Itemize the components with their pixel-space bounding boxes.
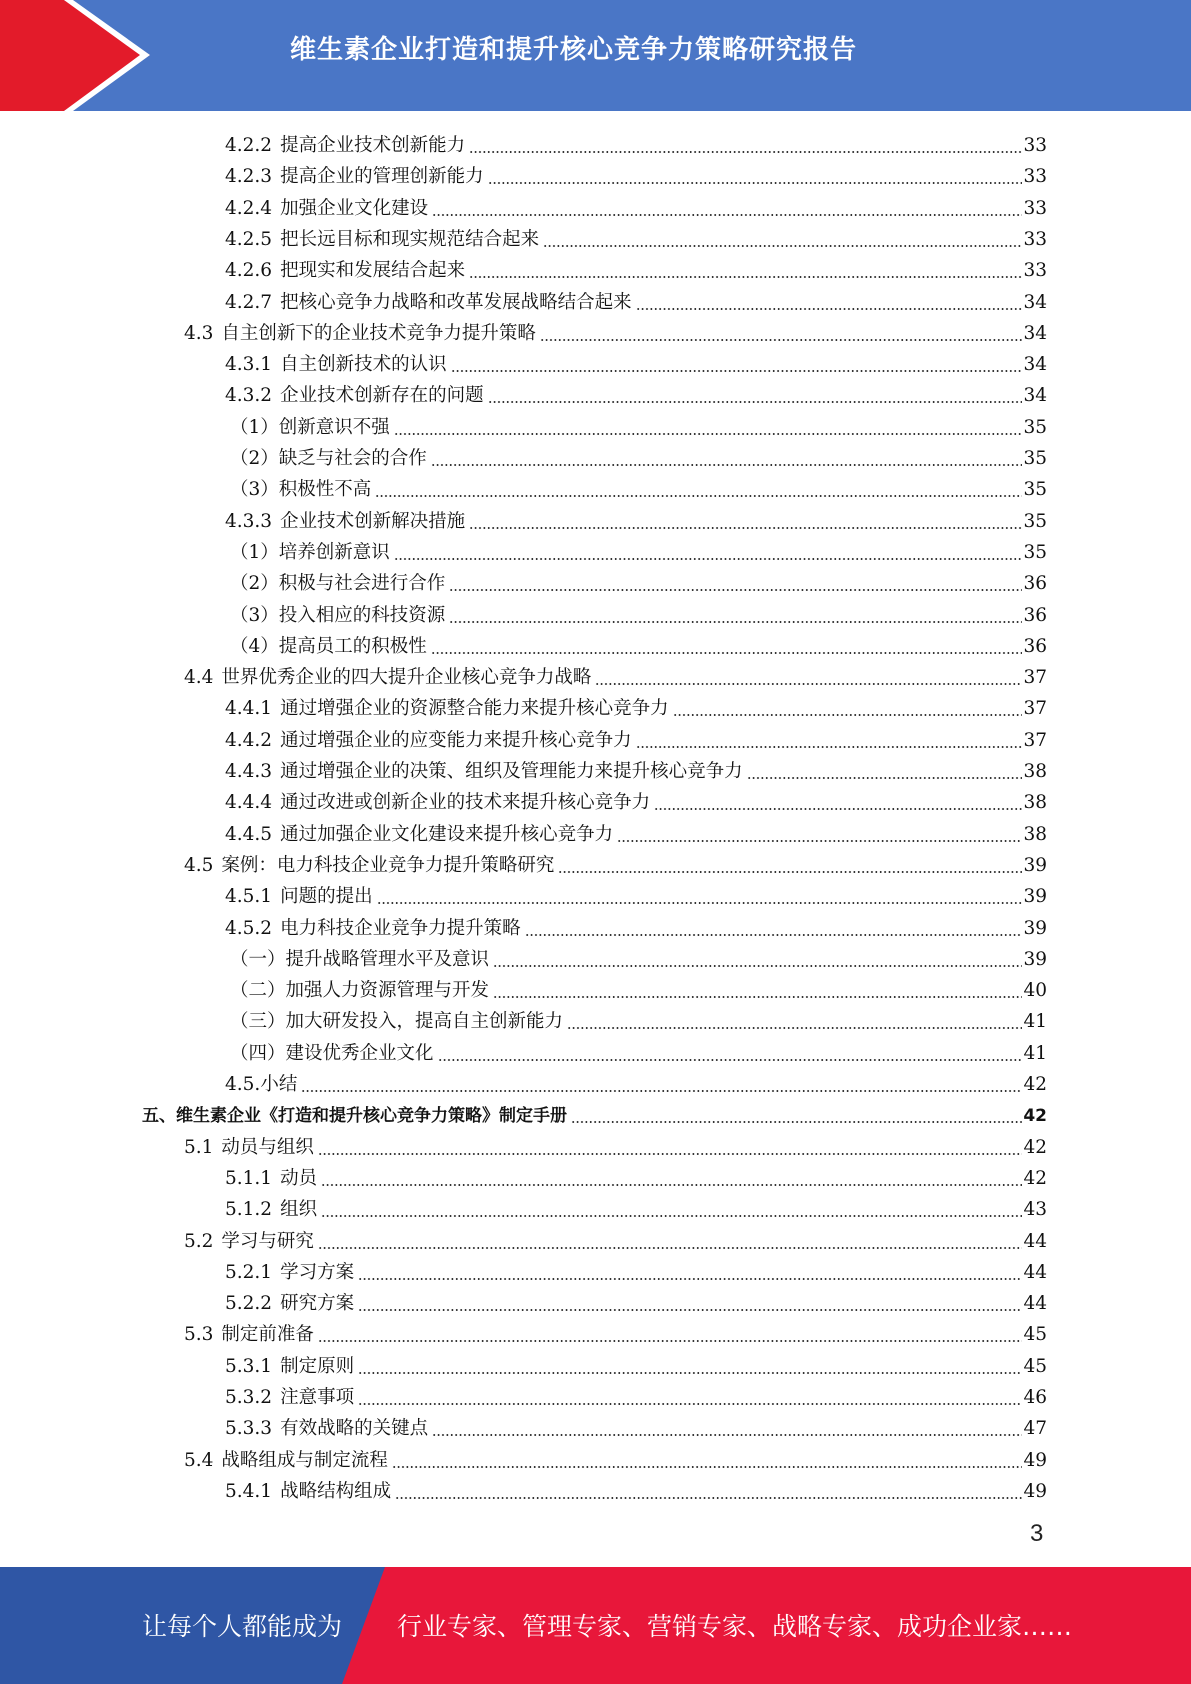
toc-entry[interactable] (225, 158, 1047, 189)
toc-entry[interactable] (225, 816, 1047, 847)
dot-leader (654, 808, 1022, 810)
toc-entry[interactable] (230, 1003, 1047, 1034)
toc-entry-title: 制定原则 (280, 1355, 355, 1377)
toc-entry-page: 42 (1023, 1167, 1047, 1189)
toc-entry-page: 45 (1023, 1324, 1047, 1346)
toc-entry-title: 把核心竞争力战略和改革发展战略结合起来 (280, 291, 632, 313)
dot-leader (488, 182, 1023, 184)
toc-entry[interactable] (225, 190, 1047, 221)
toc-entry-title: 把长远目标和现实规范结合起来 (280, 228, 540, 250)
dot-leader (636, 746, 1023, 748)
toc-entry-number: 5.3 (184, 1324, 214, 1346)
dot-leader (567, 1027, 1022, 1029)
toc-entry-number: （二） (230, 980, 286, 1002)
toc-entry-page: 42 (1023, 1106, 1047, 1127)
toc-entry[interactable] (230, 440, 1047, 471)
dot-leader (394, 558, 1023, 560)
dot-leader (358, 1278, 1022, 1280)
toc-entry-title: 维生素企业《打造和提升核心竞争力策略》制定手册 (176, 1106, 567, 1127)
toc-entry-page: 35 (1023, 479, 1047, 501)
toc-entry-title: 组织 (280, 1199, 318, 1221)
toc-entry-title: 提高企业技术创新能力 (280, 135, 466, 156)
toc-entry-page: 35 (1023, 448, 1047, 469)
toc-entry-page: 37 (1023, 667, 1047, 689)
toc-entry-title: 有效战略的关键点 (280, 1418, 429, 1440)
toc-entry-number: 4.3.3 (225, 510, 273, 532)
dot-leader (375, 495, 1022, 497)
dot-leader (543, 245, 1022, 247)
toc-entry[interactable] (225, 690, 1047, 721)
toc-entry-number: 4.3 (184, 322, 214, 344)
toc-entry-title: 积极与社会进行合作 (278, 573, 446, 595)
toc-entry[interactable] (184, 1223, 1047, 1254)
toc-entry-page: 39 (1023, 917, 1047, 939)
toc-entry-title: 建设优秀企业文化 (285, 1042, 434, 1064)
toc-entry-title: 通过改进或创新企业的技术来提升核心竞争力 (280, 792, 651, 814)
toc-entry-title: 自主创新下的企业技术竞争力提升策略 (221, 322, 536, 344)
footer-slogan-left: 让每个人都能成为 (142, 1612, 343, 1641)
toc-entry-page: 42 (1023, 1136, 1047, 1158)
toc-entry[interactable] (225, 910, 1047, 941)
toc-entry[interactable] (225, 1254, 1047, 1285)
toc-entry[interactable] (184, 1442, 1047, 1473)
dot-leader (558, 871, 1022, 873)
toc-entry-title: 通过增强企业的应变能力来提升核心竞争力 (280, 729, 632, 751)
dot-leader (358, 1403, 1022, 1405)
toc-entry[interactable] (225, 503, 1047, 534)
toc-entry-page: 33 (1023, 166, 1047, 188)
dot-leader (617, 840, 1022, 842)
dot-leader (525, 934, 1023, 936)
toc-entry[interactable] (225, 252, 1047, 283)
toc-entry-page: 34 (1023, 291, 1047, 313)
toc-entry[interactable] (184, 847, 1047, 878)
toc-entry-number: 4.3.2 (225, 385, 273, 407)
toc-entry-number: 5.1.2 (225, 1199, 273, 1221)
toc-entry-title: 投入相应的科技资源 (278, 604, 446, 626)
toc-entry-number: 4.5.2 (225, 917, 273, 939)
toc-entry[interactable] (225, 377, 1047, 408)
toc-entry-page: 49 (1023, 1449, 1047, 1471)
toc-entry-page: 34 (1023, 322, 1047, 344)
toc-entry[interactable] (230, 565, 1047, 596)
toc-entry-title: 动员与组织 (221, 1136, 314, 1158)
dot-leader (431, 464, 1023, 466)
toc-entry[interactable] (225, 1348, 1047, 1379)
toc-entry-number: 5.2.2 (225, 1293, 273, 1315)
page-number: 3 (1030, 1520, 1044, 1547)
toc-entry-page: 36 (1023, 573, 1047, 595)
toc-entry-number: 4.2.4 (225, 197, 273, 219)
dot-leader (747, 777, 1023, 779)
toc-entry-number: 4.2.5 (225, 228, 273, 250)
toc-entry[interactable] (225, 1285, 1047, 1316)
toc-entry-page: 38 (1023, 761, 1047, 782)
toc-entry-title: 通过增强企业的资源整合能力来提升核心竞争力 (280, 698, 669, 720)
toc-entry-number: 5.4.1 (225, 1480, 273, 1502)
toc-entry-number: 4.4 (184, 667, 214, 689)
toc-entry[interactable] (225, 784, 1047, 815)
toc-entry-title: 案例：电力科技企业竞争力提升策略研究 (221, 854, 555, 876)
dot-leader (673, 714, 1023, 716)
dot-leader (432, 214, 1022, 216)
toc-entry-number: （3） (230, 604, 279, 626)
toc-entry-page: 42 (1023, 1074, 1047, 1095)
toc-entry-number: 4.5. (225, 1074, 261, 1095)
toc-entry-page: 44 (1023, 1230, 1047, 1252)
toc-entry-number: （1） (230, 416, 279, 438)
toc-entry-title: 通过增强企业的决策、组织及管理能力来提升核心竞争力 (280, 761, 743, 782)
toc-entry[interactable] (225, 346, 1047, 377)
toc-entry-title: 提高企业的管理创新能力 (280, 166, 484, 188)
toc-entry[interactable] (225, 1410, 1047, 1441)
toc-entry[interactable] (230, 972, 1047, 1003)
toc-entry[interactable] (142, 1097, 1047, 1128)
toc-entry-number: 4.2.2 (225, 135, 273, 156)
toc-entry-number: （2） (230, 573, 279, 595)
toc-entry-number: 4.4.2 (225, 729, 273, 751)
toc-entry-number: 5.2.1 (225, 1261, 273, 1283)
page-header (0, 0, 1191, 111)
toc-entry-title: 创新意识不强 (278, 416, 390, 438)
dot-leader (318, 1340, 1023, 1342)
toc-entry-page: 39 (1023, 948, 1047, 970)
toc-entry[interactable] (230, 409, 1047, 440)
document-title: 维生素企业打造和提升核心竞争力策略研究报告 (290, 35, 858, 65)
toc-entry-page: 45 (1023, 1355, 1047, 1377)
toc-entry-page: 36 (1023, 604, 1047, 626)
toc-entry-title: 加大研发投入，提高自主创新能力 (285, 1011, 564, 1033)
dot-leader (395, 1497, 1022, 1499)
dot-leader (438, 1059, 1023, 1061)
toc-entry-number: 5.3.2 (225, 1387, 273, 1408)
toc-entry-page: 35 (1023, 416, 1047, 438)
page-footer (0, 1567, 1191, 1684)
toc-entry[interactable] (225, 127, 1047, 158)
toc-entry-page: 49 (1023, 1480, 1047, 1502)
toc-entry-title: 自主创新技术的认识 (280, 354, 447, 376)
toc-entry-title: 注意事项 (280, 1387, 355, 1408)
toc-entry-number: 五、 (142, 1106, 176, 1127)
toc-entry-number: 4.4.3 (225, 761, 273, 782)
toc-entry[interactable] (225, 1160, 1047, 1191)
toc-entry[interactable] (230, 628, 1047, 659)
toc-entry-number: （3） (230, 479, 279, 501)
toc-entry-title: 缺乏与社会的合作 (278, 448, 427, 469)
toc-entry[interactable] (230, 534, 1047, 565)
header-red-chevron (0, 0, 150, 111)
toc-entry-number: （2） (230, 448, 279, 469)
dot-leader (358, 1372, 1022, 1374)
toc-entry-number: 5.1 (184, 1136, 214, 1158)
toc-entry-number: （三） (230, 1011, 286, 1033)
toc-entry-number: 4.4.4 (225, 792, 273, 814)
toc-entry-title: 战略组成与制定流程 (221, 1449, 388, 1471)
toc-entry[interactable] (230, 597, 1047, 628)
toc-entry-title: 加强人力资源管理与开发 (285, 980, 490, 1002)
toc-entry-page: 33 (1023, 197, 1047, 219)
toc-entry-number: 5.3.3 (225, 1418, 273, 1440)
dot-leader (469, 276, 1022, 278)
toc-entry[interactable] (184, 659, 1047, 690)
toc-entry-page: 38 (1023, 792, 1047, 814)
dot-leader (321, 1215, 1022, 1217)
toc-entry-title: 企业技术创新存在的问题 (280, 385, 484, 407)
toc-entry[interactable] (225, 221, 1047, 252)
dot-leader (540, 339, 1023, 341)
dot-leader (469, 527, 1022, 529)
toc-entry-title: 小结 (260, 1074, 298, 1095)
dot-leader (493, 996, 1022, 998)
dot-leader (449, 621, 1022, 623)
toc-entry-page: 44 (1023, 1293, 1047, 1315)
toc-entry-title: 加强企业文化建设 (280, 197, 429, 219)
dot-leader (595, 683, 1022, 685)
dot-leader (493, 965, 1022, 967)
toc-entry-title: 世界优秀企业的四大提升企业核心竞争力战略 (221, 667, 592, 689)
toc-entry-title: 把现实和发展结合起来 (280, 260, 466, 282)
toc-entry-page: 47 (1023, 1418, 1047, 1440)
toc-entry-title: 提高员工的积极性 (278, 635, 427, 657)
toc-entry-page: 46 (1023, 1387, 1047, 1408)
toc-entry[interactable] (225, 722, 1047, 753)
toc-entry[interactable] (184, 1129, 1047, 1160)
toc-entry[interactable] (225, 1066, 1047, 1097)
toc-entry[interactable] (225, 1191, 1047, 1222)
toc-entry-number: 4.4.1 (225, 698, 273, 720)
toc-entry-title: 学习方案 (280, 1261, 355, 1283)
toc-entry-title: 研究方案 (280, 1293, 355, 1315)
dot-leader (636, 308, 1023, 310)
toc-entry-number: 5.1.1 (225, 1167, 273, 1189)
toc-entry[interactable] (225, 878, 1047, 909)
dot-leader (318, 1153, 1023, 1155)
toc-entry-number: 4.4.5 (225, 823, 273, 845)
toc-entry-number: 4.3.1 (225, 354, 273, 376)
toc-entry-number: （4） (230, 635, 279, 657)
toc-entry-title: 培养创新意识 (278, 541, 390, 563)
dot-leader (321, 1184, 1022, 1186)
toc-entry-title: 问题的提出 (280, 886, 373, 908)
toc-entry-title: 积极性不高 (278, 479, 372, 501)
dot-leader (451, 370, 1023, 372)
toc-entry[interactable] (184, 315, 1047, 346)
toc-entry-page: 33 (1023, 228, 1047, 250)
toc-entry-number: 5.3.1 (225, 1355, 273, 1377)
toc-entry[interactable] (225, 1379, 1047, 1410)
toc-entry-number: 4.5 (184, 854, 214, 876)
toc-entry-page: 43 (1023, 1199, 1047, 1221)
toc-entry-title: 学习与研究 (221, 1230, 314, 1252)
toc-entry-page: 38 (1023, 823, 1047, 845)
toc-entry-page: 34 (1023, 385, 1047, 407)
toc-entry-number: 4.2.3 (225, 166, 273, 188)
toc-entry-page: 39 (1023, 854, 1047, 876)
toc-entry-page: 33 (1023, 260, 1047, 282)
toc-entry-title: 企业技术创新解决措施 (280, 510, 466, 532)
toc-entry-number: （1） (230, 541, 279, 563)
dot-leader (394, 433, 1023, 435)
toc-entry-number: 5.2 (184, 1230, 214, 1252)
dot-leader (301, 1090, 1022, 1092)
toc-entry-number: 4.2.6 (225, 260, 273, 282)
toc-entry-page: 35 (1023, 541, 1047, 563)
toc-entry-page: 39 (1023, 886, 1047, 908)
dot-leader (469, 151, 1022, 153)
dot-leader (318, 1247, 1023, 1249)
toc-entry-page: 41 (1023, 1011, 1047, 1033)
toc-entry[interactable] (230, 471, 1047, 502)
toc-entry-title: 提升战略管理水平及意识 (285, 948, 490, 970)
toc-entry-title: 制定前准备 (221, 1324, 314, 1346)
toc-entry-page: 34 (1023, 354, 1047, 376)
toc-entry[interactable] (225, 753, 1047, 784)
dot-leader (571, 1121, 1022, 1123)
toc-entry[interactable] (230, 941, 1047, 972)
toc-entry[interactable] (225, 284, 1047, 315)
toc-entry[interactable] (225, 1473, 1047, 1504)
dot-leader (431, 652, 1023, 654)
toc-entry-number: 4.2.7 (225, 291, 273, 313)
toc-entry-number: 4.5.1 (225, 886, 273, 908)
dot-leader (392, 1466, 1023, 1468)
toc-entry-number: （一） (230, 948, 286, 970)
toc-entry[interactable] (184, 1316, 1047, 1347)
toc-entry[interactable] (230, 1035, 1047, 1066)
toc-entry-page: 41 (1023, 1042, 1047, 1064)
dot-leader (377, 902, 1023, 904)
toc-entry-title: 电力科技企业竞争力提升策略 (280, 917, 521, 939)
dot-leader (432, 1434, 1022, 1436)
toc-entry-number: 5.4 (184, 1449, 214, 1471)
toc-entry-page: 36 (1023, 635, 1047, 657)
footer-slogan-right: 行业专家、管理专家、营销专家、战略专家、成功企业家…… (397, 1612, 1073, 1641)
toc-entry-page: 40 (1023, 980, 1047, 1002)
dot-leader (449, 589, 1022, 591)
toc-entry-page: 37 (1023, 698, 1047, 720)
toc-entry-number: （四） (230, 1042, 286, 1064)
toc-entry-title: 动员 (280, 1167, 318, 1189)
dot-leader (358, 1309, 1022, 1311)
dot-leader (488, 401, 1023, 403)
toc-entry-page: 37 (1023, 729, 1047, 751)
toc-entry-page: 35 (1023, 510, 1047, 532)
toc-entry-title: 战略结构组成 (280, 1480, 392, 1502)
toc-entry-title: 通过加强企业文化建设来提升核心竞争力 (280, 823, 614, 845)
toc-entry-page: 33 (1023, 135, 1047, 156)
toc-entry-page: 44 (1023, 1261, 1047, 1283)
